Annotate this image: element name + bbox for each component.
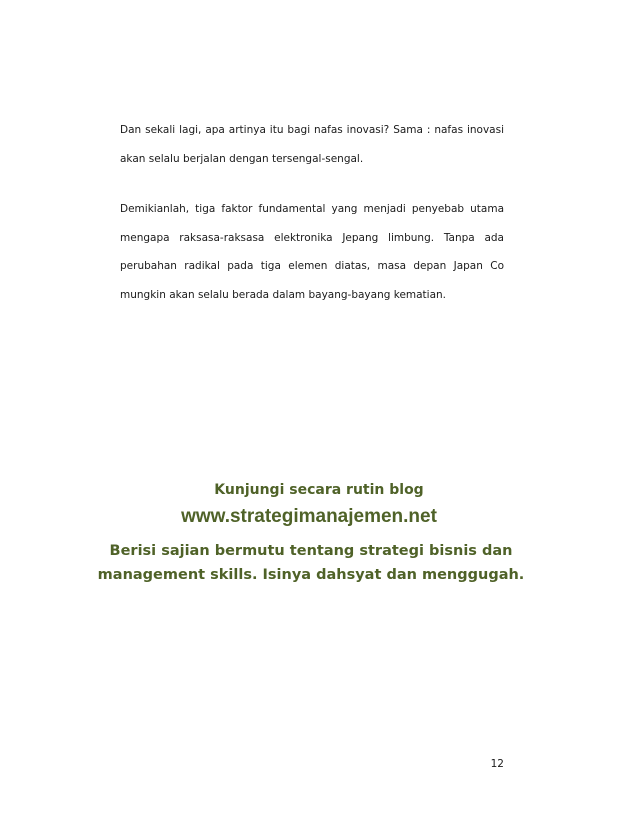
promo-description-line: Berisi sajian bermutu tentang strategi bisnis dan [109,543,513,559]
paragraph-conclusion [120,195,504,309]
paragraph-line: mengapa raksasa-raksasa elektronika Jepang limbung. Tanpa ada [120,231,504,244]
promo-visit-text: Kunjungi secara rutin blog [214,482,424,498]
blog-url-link[interactable]: www.strategimanajemen.net [181,506,437,527]
promo-description-line: management skills. Isinya dahsyat dan menggugah. [97,567,525,583]
paragraph-line: akan selalu berjalan dengan tersengal-sengal. [120,152,364,165]
paragraph-line: Dan sekali lagi, apa artinya itu bagi nafas inovasi? Sama : nafas inovasi [120,124,504,136]
paragraph-line: Demikianlah, tiga faktor fundamental yang menjadi penyebab utama [120,203,504,215]
paragraph-line: perubahan radikal pada tiga elemen diatas, masa depan Japan Co [120,260,504,272]
paragraph-line: mungkin akan selalu berada dalam bayang-bayang kematian. [120,288,447,301]
promo-description [0,539,630,587]
page-number: 12 [490,758,504,770]
paragraph-innovation [120,116,504,173]
